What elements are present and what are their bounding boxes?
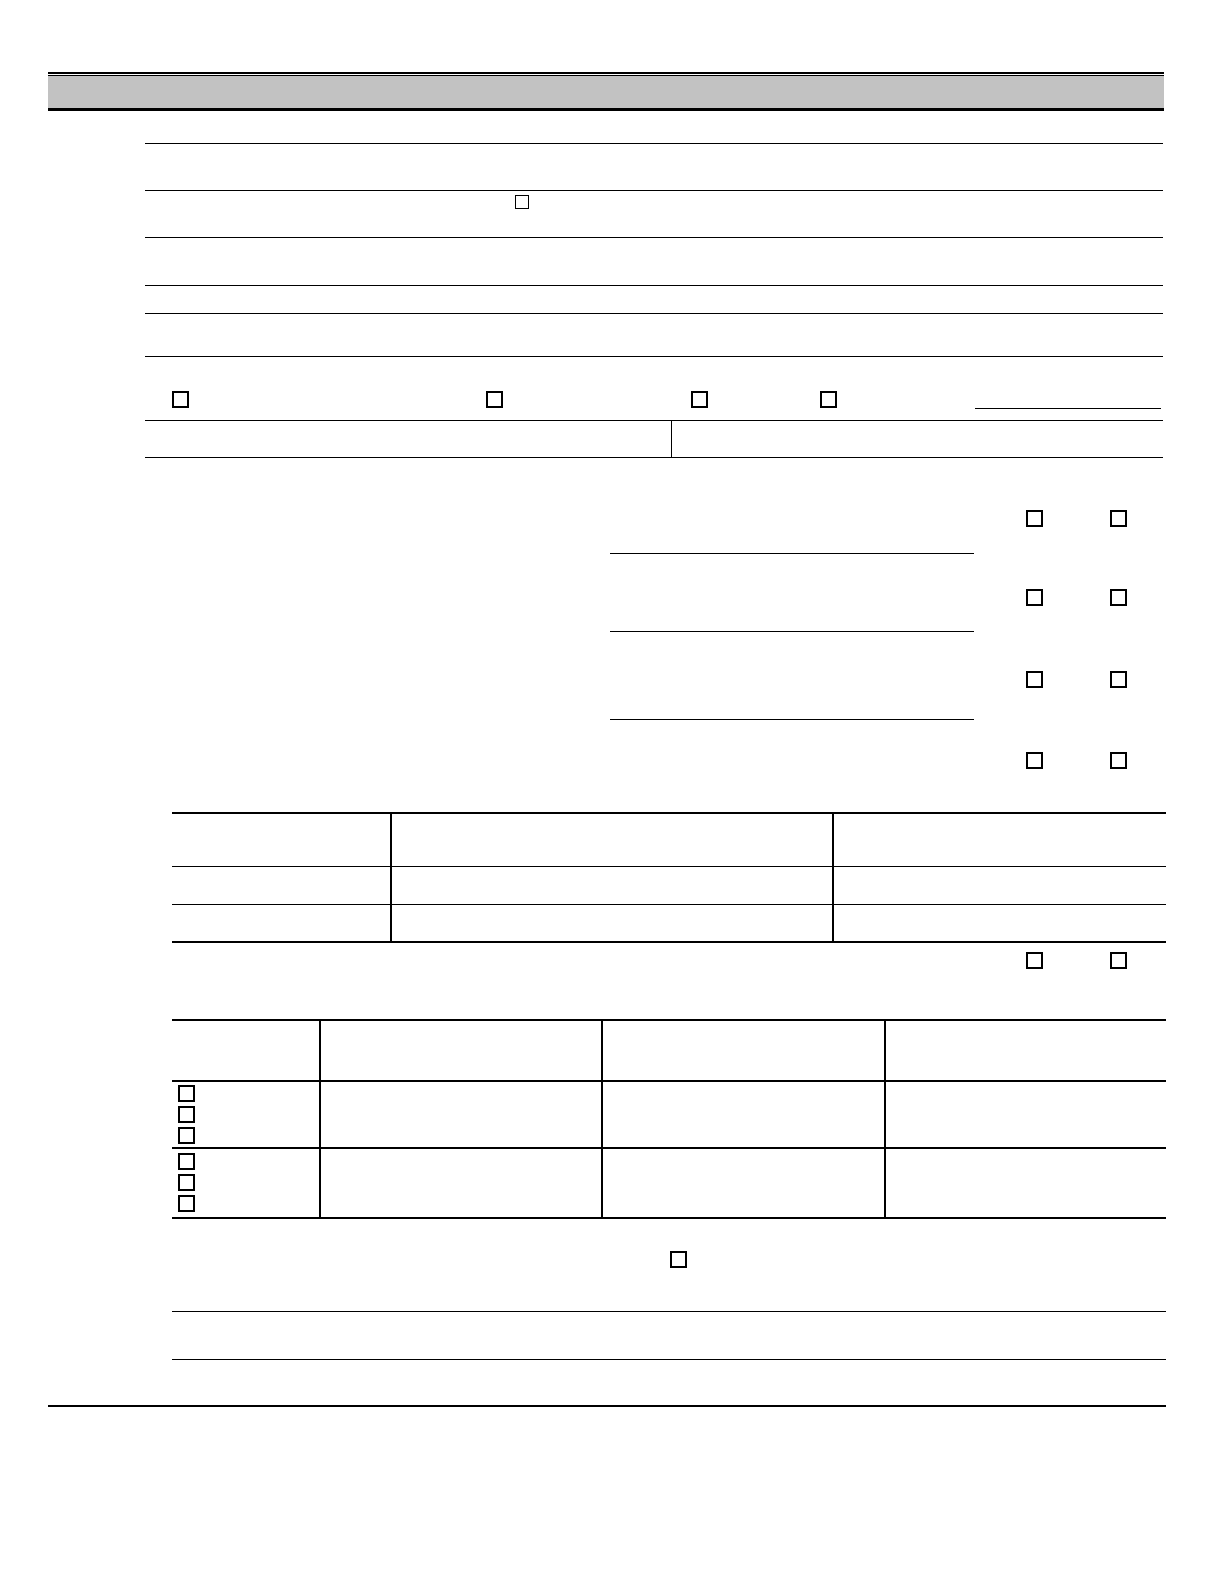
field-row-3[interactable]	[145, 192, 1163, 236]
row-divider-3	[145, 237, 1163, 238]
table-1-col-divider-2	[832, 813, 834, 942]
table-2-row-2-cell-2[interactable]	[321, 1149, 601, 1217]
row-divider-4	[145, 285, 1163, 286]
header-top-rule	[48, 72, 1164, 74]
question-1-no-checkbox[interactable]	[1110, 510, 1127, 527]
lower-field[interactable]	[172, 1313, 1166, 1358]
question-1-yes-checkbox[interactable]	[1026, 510, 1043, 527]
question-3-detail-field[interactable]	[610, 696, 974, 718]
field-row-1[interactable]	[145, 112, 1163, 142]
row-divider-6	[145, 356, 1163, 357]
field-row-2[interactable]	[145, 145, 1163, 189]
table-1-follow-up-no-checkbox[interactable]	[1110, 952, 1127, 969]
lower-rule-1	[172, 1311, 1166, 1312]
question-3-underline	[610, 719, 974, 720]
section-title	[48, 76, 49, 77]
question-1-detail-field[interactable]	[610, 530, 974, 552]
table-1-bottom-rule	[172, 941, 1166, 943]
split-field-right[interactable]	[673, 422, 1163, 456]
split-field-left[interactable]	[145, 422, 670, 456]
type-option-4-checkbox[interactable]	[820, 391, 837, 408]
table-2-col-divider-1	[319, 1020, 321, 1218]
question-3-no-checkbox[interactable]	[1110, 671, 1127, 688]
table-1-row-2-cell-1[interactable]	[172, 905, 390, 941]
table-2-col-divider-2	[601, 1020, 603, 1218]
question-2-yes-checkbox[interactable]	[1026, 589, 1043, 606]
split-row-top-rule	[145, 420, 1163, 421]
group-a-option-2-checkbox[interactable]	[178, 1106, 195, 1123]
split-row-divider	[671, 421, 672, 457]
field-row-5[interactable]	[145, 287, 1163, 312]
group-a-option-1-checkbox[interactable]	[178, 1085, 195, 1102]
row-divider-1	[145, 143, 1163, 144]
table-1-row-1-cell-2[interactable]	[392, 867, 832, 903]
type-option-1-checkbox[interactable]	[172, 391, 189, 408]
final-checkbox[interactable]	[670, 1251, 687, 1268]
table-2-header-cell-4[interactable]	[886, 1021, 1165, 1080]
field-row-6[interactable]	[145, 315, 1163, 355]
table-2-row-1-cell-3[interactable]	[603, 1082, 884, 1146]
group-a-option-3-checkbox[interactable]	[178, 1127, 195, 1144]
question-2-underline	[610, 631, 974, 632]
table-2-row-2-cell-3[interactable]	[603, 1149, 884, 1217]
table-1-header-cell-1[interactable]	[172, 814, 390, 866]
page-bottom-rule	[48, 1405, 1166, 1407]
question-1-underline	[610, 553, 974, 554]
type-other-underline	[975, 408, 1161, 409]
row-divider-2	[145, 190, 1163, 191]
question-2-detail-field[interactable]	[610, 608, 974, 630]
question-2-no-checkbox[interactable]	[1110, 589, 1127, 606]
table-1-follow-up-yes-checkbox[interactable]	[1026, 952, 1043, 969]
group-b-option-3-checkbox[interactable]	[178, 1195, 195, 1212]
table-1-row-1-cell-3[interactable]	[834, 867, 1165, 903]
field-row-4[interactable]	[145, 239, 1163, 283]
type-other-field[interactable]	[975, 385, 1161, 407]
lower-rule-2	[172, 1359, 1166, 1360]
table-1-header-cell-2[interactable]	[392, 814, 832, 866]
row-divider-5	[145, 313, 1163, 314]
table-1-row-2-cell-2[interactable]	[392, 905, 832, 941]
table-1-row-1-cell-1[interactable]	[172, 867, 390, 903]
group-b-option-1-checkbox[interactable]	[178, 1153, 195, 1170]
table-1-header-cell-3[interactable]	[834, 814, 1165, 866]
header-bottom-rule	[48, 108, 1164, 111]
table-2-row-1-cell-2[interactable]	[321, 1082, 601, 1146]
question-4-no-checkbox[interactable]	[1110, 752, 1127, 769]
table-2-row-2-cell-4[interactable]	[886, 1149, 1165, 1217]
table-2-header-cell-3[interactable]	[603, 1021, 884, 1080]
table-2-header-cell-1[interactable]	[172, 1021, 318, 1080]
split-row-bottom-rule	[145, 457, 1163, 458]
type-option-3-checkbox[interactable]	[691, 391, 708, 408]
table-2-bottom-rule	[172, 1217, 1166, 1219]
table-2-row-1-cell-4[interactable]	[886, 1082, 1165, 1146]
question-4-yes-checkbox[interactable]	[1026, 752, 1043, 769]
table-1-col-divider-1	[390, 813, 392, 942]
table-1-row-2-cell-3[interactable]	[834, 905, 1165, 941]
question-3-yes-checkbox[interactable]	[1026, 671, 1043, 688]
group-b-option-2-checkbox[interactable]	[178, 1174, 195, 1191]
table-2-col-divider-3	[884, 1020, 886, 1218]
table-2-header-cell-2[interactable]	[321, 1021, 601, 1080]
type-option-2-checkbox[interactable]	[486, 391, 503, 408]
section-header-banner	[48, 76, 1164, 109]
